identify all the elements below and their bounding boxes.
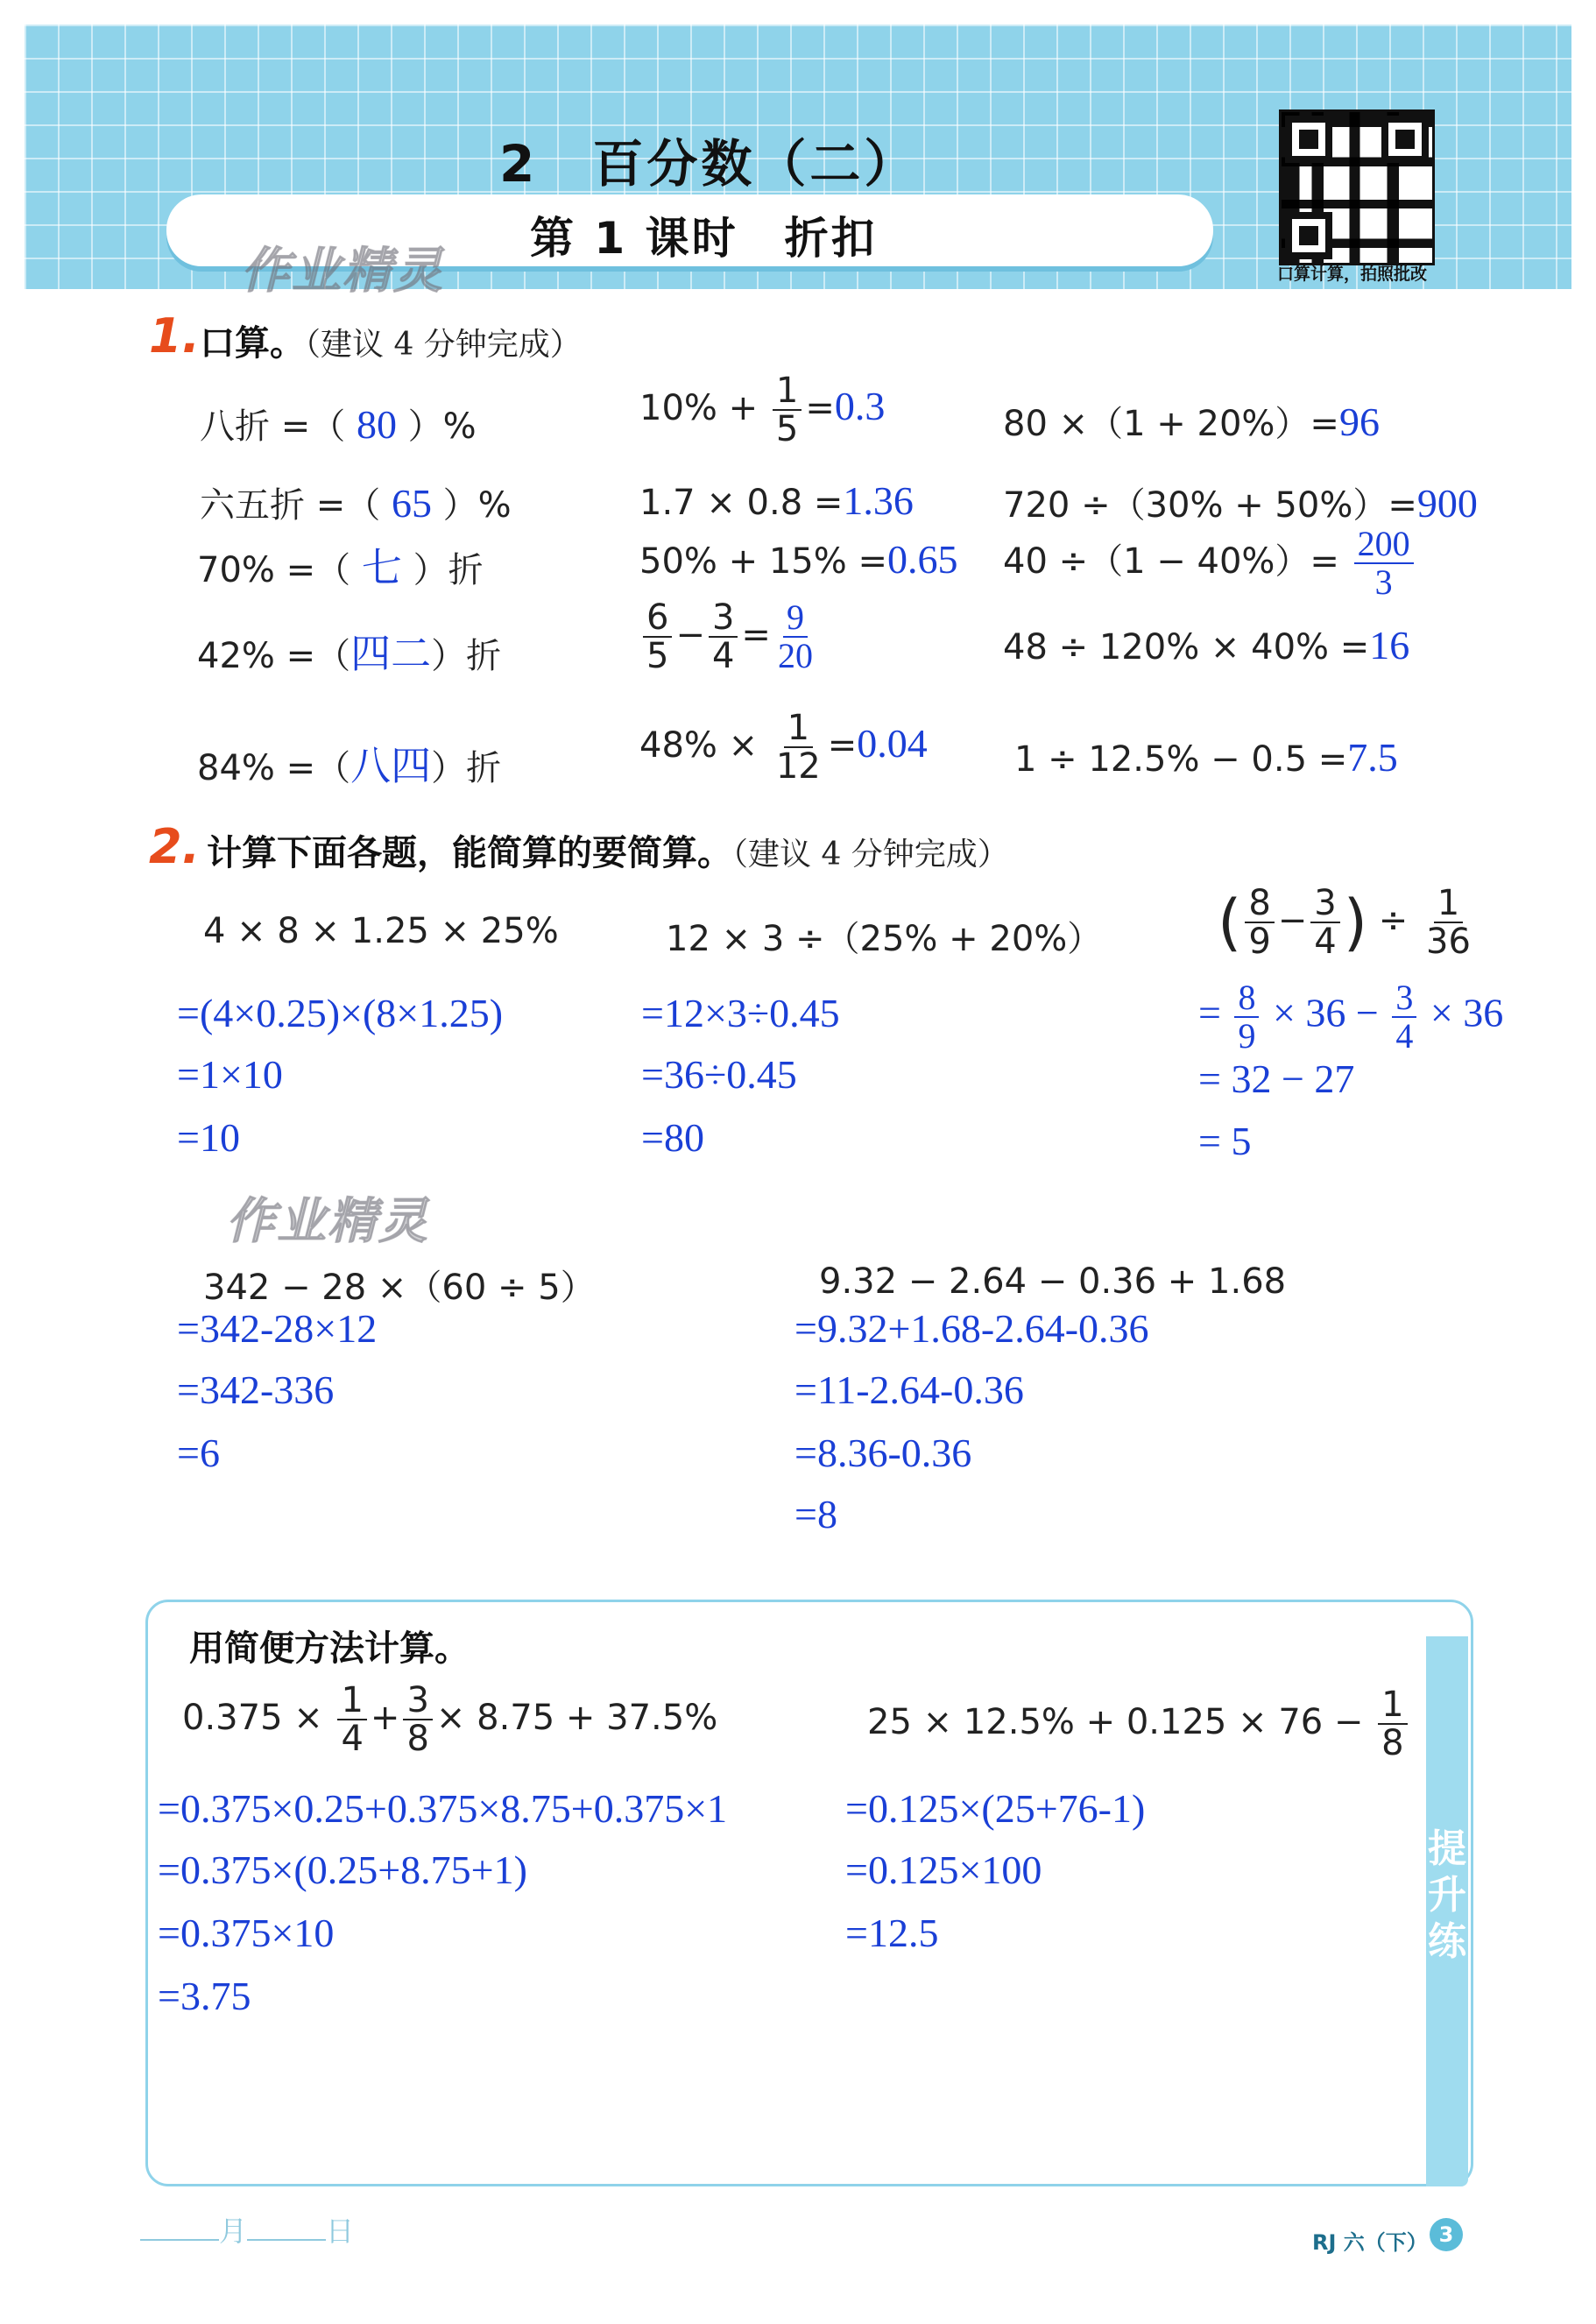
calc-3-step-1: = $\frac{8}{9}$ × 36 − $\frac{3}{4}$ × 36 bbox=[1198, 978, 1504, 1056]
oral-q-7: 70% =（ 七 ）折 bbox=[197, 546, 484, 590]
calc-problem-1: 4 × 8 × 1.25 × 25% bbox=[203, 911, 559, 951]
watermark: 作业精灵 bbox=[241, 243, 444, 300]
lesson-title: 第 1 课时 折扣 bbox=[530, 213, 878, 264]
ext-1-step-4: =3.75 bbox=[158, 1974, 251, 2018]
answer: 96 bbox=[1338, 399, 1380, 444]
qr-code[interactable] bbox=[1279, 109, 1435, 265]
calc-problem-2: 12 × 3 ÷（25% + 20%） bbox=[666, 919, 1103, 959]
calc-1-step-3: =10 bbox=[177, 1115, 240, 1160]
calc-2-step-3: =80 bbox=[641, 1115, 704, 1160]
answer: 16 bbox=[1369, 623, 1410, 668]
section-2-title: 计算下面各题，能简算的要简算。（建议 4 分钟完成） bbox=[207, 833, 1009, 873]
section-2-number: 2. bbox=[149, 819, 201, 874]
ext-1-step-1: =0.375×0.25+0.375×8.75+0.375×1 bbox=[158, 1786, 728, 1831]
calc-4-step-3: =6 bbox=[177, 1430, 220, 1475]
calc-1-step-2: =1×10 bbox=[177, 1052, 283, 1097]
ext-1-step-2: =0.375×(0.25+8.75+1) bbox=[158, 1847, 527, 1892]
oral-q-5: 1.7 × 0.8 =1.36 bbox=[639, 478, 914, 523]
calc-2-step-1: =12×3÷0.45 bbox=[641, 991, 840, 1035]
answer: 1.36 bbox=[843, 478, 914, 523]
extension-title: 用简便方法计算。 bbox=[189, 1628, 470, 1669]
answer: 七 bbox=[361, 546, 402, 590]
answer: 65 bbox=[391, 481, 432, 526]
oral-q-10: 42% =（四二）折 bbox=[197, 632, 502, 676]
date-field: 月 日 bbox=[140, 2209, 354, 2250]
calc-4-step-2: =342-336 bbox=[177, 1367, 335, 1412]
section-1-hint: （建议 4 分钟完成） bbox=[305, 327, 582, 363]
oral-q-4: 六五折 =（ 65 ）% bbox=[200, 481, 512, 526]
oral-q-3: 80 ×（1 + 20%）=96 bbox=[1003, 399, 1380, 444]
oral-q-14: 48% × $\frac{1}{12}$ =0.04 bbox=[639, 708, 928, 787]
oral-q-11: $\frac{6}{5}$ − $\frac{3}{4}$ = $\frac{9}{20}$ bbox=[639, 599, 820, 675]
grade-label: RJ 六（下） bbox=[1312, 2230, 1428, 2255]
answer: 四二 bbox=[350, 632, 432, 676]
answer: 八四 bbox=[350, 744, 432, 788]
calc-problem-5: 9.32 − 2.64 − 0.36 + 1.68 bbox=[819, 1261, 1287, 1302]
watermark: 作业精灵 bbox=[226, 1193, 429, 1250]
answer: 7.5 bbox=[1347, 735, 1398, 780]
calc-5-step-4: =8 bbox=[794, 1492, 837, 1536]
ext-problem-1: 0.375 × $\frac{1}{4}$ + $\frac{3}{8}$ × 8.75 + 37.5% bbox=[182, 1680, 718, 1759]
oral-q-12: 48 ÷ 120% × 40% =16 bbox=[1003, 623, 1410, 668]
calc-1-step-1: =(4×0.25)×(8×1.25) bbox=[177, 991, 504, 1035]
calc-3-step-2: = 32 − 27 bbox=[1198, 1056, 1355, 1101]
ext-problem-2: 25 × 12.5% + 0.125 × 76 − $\frac{1}{8}$ bbox=[867, 1686, 1411, 1762]
ext-2-step-1: =0.125×(25+76-1) bbox=[845, 1786, 1146, 1831]
ext-2-step-2: =0.125×100 bbox=[845, 1847, 1042, 1892]
answer: 0.65 bbox=[887, 537, 958, 582]
unit-title: 2 百分数（二） bbox=[499, 134, 919, 194]
calc-problem-4: 342 − 28 ×（60 ÷ 5） bbox=[203, 1268, 596, 1308]
calc-2-step-2: =36÷0.45 bbox=[641, 1052, 797, 1097]
oral-q-13: 84% =（八四）折 bbox=[197, 744, 502, 788]
ext-2-step-3: =12.5 bbox=[845, 1911, 939, 1955]
section-1-title: 口算。（建议 4 分钟完成） bbox=[200, 323, 582, 364]
calc-3-step-3: = 5 bbox=[1198, 1119, 1252, 1163]
calc-problem-3: ( $\frac{8}{9}$ − $\frac{3}{4}$ ) ÷ $\frac{1}{36}$ bbox=[1218, 883, 1471, 962]
oral-q-15: 1 ÷ 12.5% − 0.5 =7.5 bbox=[1014, 735, 1398, 780]
page-number: 3 bbox=[1430, 2218, 1463, 2251]
extension-tab-label: 提升练 bbox=[1428, 1826, 1466, 1964]
calc-5-step-1: =9.32+1.68-2.64-0.36 bbox=[794, 1306, 1149, 1351]
ext-1-step-3: =0.375×10 bbox=[158, 1911, 335, 1955]
oral-q-1: 八折 =（ 80 ）% bbox=[200, 402, 477, 447]
section-2-hint: （建议 4 分钟完成） bbox=[732, 837, 1009, 872]
answer: 900 bbox=[1416, 481, 1478, 526]
calc-5-step-2: =11-2.64-0.36 bbox=[794, 1367, 1024, 1412]
section-1-number: 1. bbox=[149, 308, 201, 364]
oral-q-2: 10% + $\frac{1}{5}$ =0.3 bbox=[639, 371, 886, 449]
oral-q-9: 40 ÷（1 − 40%）= $\frac{200}{3}$ bbox=[1003, 526, 1417, 601]
oral-q-8: 50% + 15% =0.65 bbox=[639, 537, 958, 582]
oral-q-6: 720 ÷（30% + 50%）=900 bbox=[1003, 481, 1478, 526]
qr-caption: 口算计算，拍照批改 bbox=[1277, 265, 1428, 284]
calc-5-step-3: =8.36-0.36 bbox=[794, 1430, 972, 1475]
calc-4-step-1: =342-28×12 bbox=[177, 1306, 378, 1351]
answer: 0.04 bbox=[857, 721, 928, 766]
answer: 80 bbox=[356, 402, 397, 447]
answer: 0.3 bbox=[834, 384, 886, 428]
